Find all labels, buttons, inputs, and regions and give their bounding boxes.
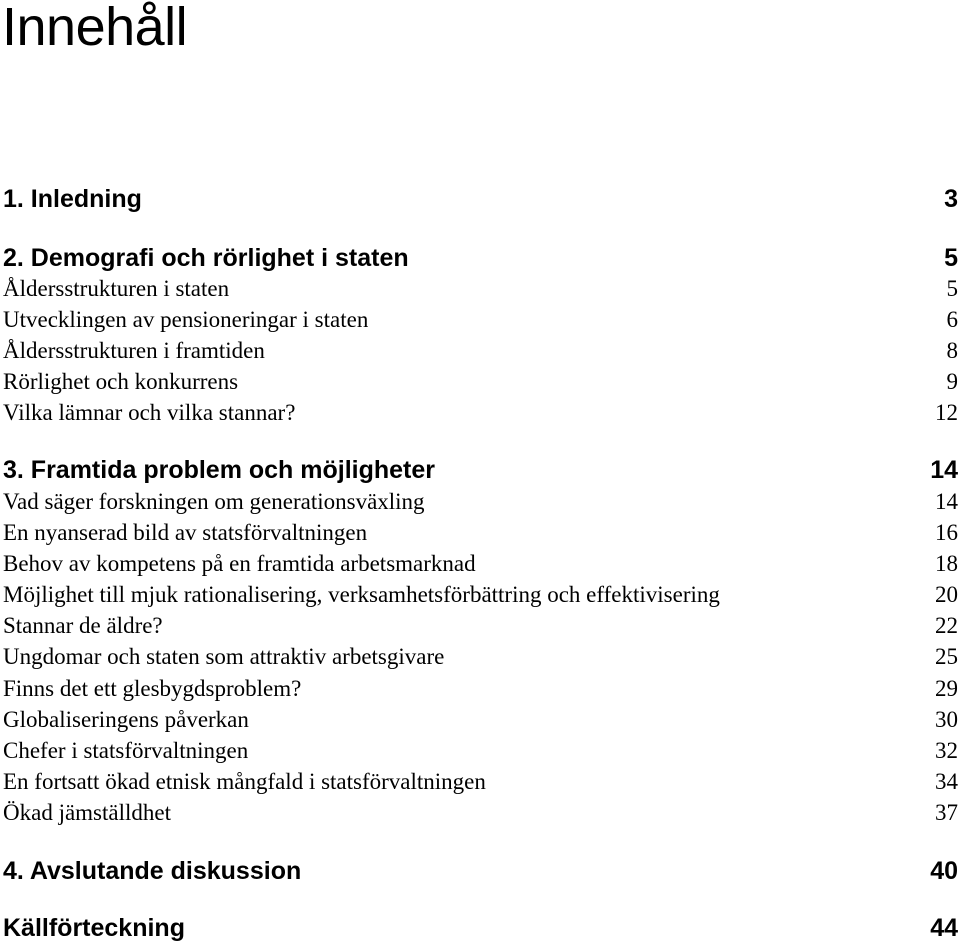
toc-section[interactable] (3, 736, 958, 766)
toc-entry-label: Åldersstrukturen i framtiden (3, 338, 265, 363)
toc-entry-page: 20 (935, 582, 958, 607)
toc-section[interactable] (3, 642, 958, 672)
toc-entry-label: Utvecklingen av pensioneringar i staten (3, 307, 369, 332)
toc-entry-label: En nyanserad bild av statsförvaltningen (3, 520, 368, 545)
toc-entry-page: 5 (946, 276, 958, 301)
toc-entry-page: 37 (935, 800, 958, 825)
toc-entry-page: 3 (944, 185, 958, 213)
page-title: Innehåll (2, 0, 188, 57)
toc-entry-page: 6 (946, 307, 958, 332)
toc-section[interactable] (3, 580, 958, 610)
toc-section[interactable] (3, 705, 958, 735)
toc-entry-page: 29 (935, 676, 958, 701)
toc-entry-page: 12 (935, 400, 958, 425)
toc-chapter-1[interactable] (3, 184, 958, 214)
toc-chapter-3[interactable] (3, 455, 958, 485)
toc-section[interactable] (3, 487, 958, 517)
toc-entry-label: Källförteckning (3, 914, 185, 942)
toc-section[interactable] (3, 305, 958, 335)
toc-entry-page: 14 (930, 456, 958, 484)
toc-section[interactable] (3, 674, 958, 704)
toc-entry-label: Möjlighet till mjuk rationalisering, verksamhetsförbättring och effektivisering (3, 582, 720, 607)
toc-references[interactable] (3, 913, 958, 943)
toc-entry-page: 30 (935, 707, 958, 732)
toc-entry-label: Ungdomar och staten som attraktiv arbetsgivare (3, 644, 445, 669)
toc-entry-page: 22 (935, 613, 958, 638)
toc-entry-page: 16 (935, 520, 958, 545)
toc-section[interactable] (3, 518, 958, 548)
toc-entry-page: 8 (946, 338, 958, 363)
toc-entry-label: Vad säger forskningen om generationsväxling (3, 489, 425, 514)
toc-entry-page: 25 (935, 644, 958, 669)
toc-section[interactable] (3, 549, 958, 579)
toc-section[interactable] (3, 398, 958, 428)
toc-entry-page: 32 (935, 738, 958, 763)
toc-chapter-2[interactable] (3, 243, 958, 273)
toc-entry-label: 3. Framtida problem och möjligheter (3, 456, 436, 484)
toc-entry-page: 34 (935, 769, 958, 794)
toc-section[interactable] (3, 767, 958, 797)
toc-entry-label: Vilka lämnar och vilka stannar? (3, 400, 296, 425)
toc-entry-label: 1. Inledning (3, 185, 142, 213)
toc-section[interactable] (3, 798, 958, 828)
toc-section[interactable] (3, 367, 958, 397)
toc-entry-label: 2. Demografi och rörlighet i staten (3, 244, 409, 272)
toc-entry-page: 5 (944, 244, 958, 272)
toc-entry-label: Behov av kompetens på en framtida arbetsmarknad (3, 551, 476, 576)
toc-entry-label: En fortsatt ökad etnisk mångfald i statsförvaltningen (3, 769, 486, 794)
toc-chapter-4[interactable] (3, 856, 958, 886)
toc-entry-page: 18 (935, 551, 958, 576)
toc-entry-label: Chefer i statsförvaltningen (3, 738, 249, 763)
toc-entry-page: 9 (946, 369, 958, 394)
toc-entry-label: Ökad jämställdhet (3, 800, 171, 825)
toc-entry-page: 40 (930, 857, 958, 885)
toc-entry-label: Finns det ett glesbygdsproblem? (3, 676, 302, 701)
toc-entry-label: 4. Avslutande diskussion (3, 857, 302, 885)
toc-entry-label: Rörlighet och konkurrens (3, 369, 239, 394)
toc-entry-page: 44 (930, 914, 958, 942)
toc-entry-label: Stannar de äldre? (3, 613, 163, 638)
toc-section[interactable] (3, 336, 958, 366)
toc-section[interactable] (3, 274, 958, 304)
toc-entry-label: Åldersstrukturen i staten (3, 276, 230, 301)
toc-section[interactable] (3, 611, 958, 641)
toc-entry-label: Globaliseringens påverkan (3, 707, 249, 732)
toc-entry-page: 14 (935, 489, 958, 514)
